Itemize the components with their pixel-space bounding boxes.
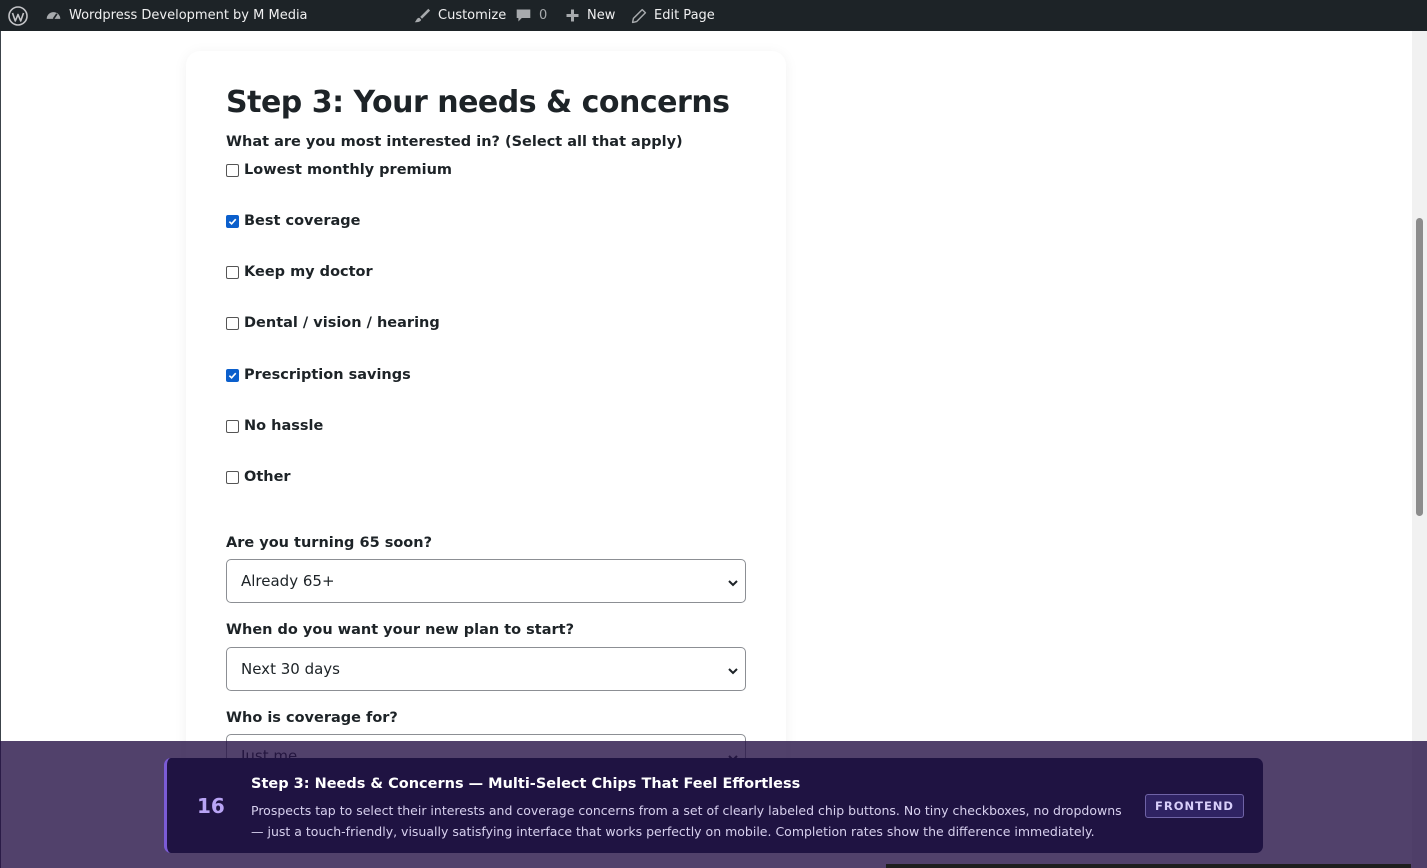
site-name-link[interactable] xyxy=(45,0,308,31)
edit-page-label: Edit Page xyxy=(654,8,715,23)
admin-bar xyxy=(0,0,1427,31)
customize-label: Customize xyxy=(438,8,507,23)
option-label: Prescription savings xyxy=(244,367,411,383)
checkbox[interactable] xyxy=(226,471,239,484)
coverage-for-label: Who is coverage for? xyxy=(226,710,398,726)
start-date-select[interactable] xyxy=(226,647,746,691)
option-label: Lowest monthly premium xyxy=(244,162,453,178)
step3-form-card xyxy=(186,51,786,811)
comment-bubble-icon xyxy=(515,7,532,24)
checkbox[interactable] xyxy=(226,420,239,433)
feature-number: 16 xyxy=(197,794,225,818)
feature-title: Step 3: Needs & Concerns — Multi-Select Chips That Feel Effortless xyxy=(251,776,801,792)
checkbox[interactable] xyxy=(226,164,239,177)
wordpress-logo-icon[interactable] xyxy=(8,0,28,31)
start-date-label: When do you want your new plan to start? xyxy=(226,622,574,638)
feature-description: Prospects tap to select their interests and coverage concerns from a set of clearly labeled chip buttons. No tiny checkboxes, no dropdowns — just a touch-friendly, visually satisfying interface that works perfectly on mobile. Completion rates show the difference immediately. xyxy=(251,803,1122,839)
turning65-select[interactable] xyxy=(226,559,746,603)
option-prescription-savings[interactable] xyxy=(226,367,411,383)
edit-page-link[interactable] xyxy=(631,0,715,31)
option-label: Other xyxy=(244,469,291,485)
plus-icon xyxy=(565,8,580,23)
option-dental-vision-hearing[interactable] xyxy=(226,315,440,331)
checkbox-checked[interactable] xyxy=(226,215,239,228)
turning65-value: Already 65+ xyxy=(241,572,335,590)
option-keep-doctor[interactable] xyxy=(226,264,373,280)
comments-count: 0 xyxy=(539,8,548,23)
feature-caption-banner xyxy=(164,758,1263,853)
option-other[interactable] xyxy=(226,469,291,485)
new-content-link[interactable] xyxy=(565,0,615,31)
chevron-down-icon xyxy=(727,575,739,593)
turning65-label: Are you turning 65 soon? xyxy=(226,535,433,551)
bottom-edge xyxy=(886,864,1411,868)
chevron-down-icon xyxy=(727,663,739,681)
option-label: Best coverage xyxy=(244,213,361,229)
paintbrush-icon xyxy=(413,7,431,25)
site-name-label: Wordpress Development by M Media xyxy=(69,8,308,23)
checkbox-checked[interactable] xyxy=(226,369,239,382)
option-label: Keep my doctor xyxy=(244,264,373,280)
comments-link[interactable] xyxy=(515,0,547,31)
new-label: New xyxy=(587,8,616,23)
option-lowest-premium[interactable] xyxy=(226,162,452,178)
step-title: Step 3: Your needs & concerns xyxy=(226,85,730,120)
start-date-value: Next 30 days xyxy=(241,660,340,678)
dashboard-icon xyxy=(45,7,62,24)
frontend-tag: FRONTEND xyxy=(1145,794,1244,818)
option-label: Dental / vision / hearing xyxy=(244,315,440,331)
customize-link[interactable] xyxy=(413,0,506,31)
scrollbar-thumb[interactable] xyxy=(1416,218,1423,516)
option-label: No hassle xyxy=(244,418,324,434)
interests-question: What are you most interested in? (Select all that apply) xyxy=(226,134,683,150)
pencil-icon xyxy=(631,8,647,24)
checkbox[interactable] xyxy=(226,266,239,279)
option-best-coverage[interactable] xyxy=(226,213,361,229)
option-no-hassle[interactable] xyxy=(226,418,323,434)
checkbox[interactable] xyxy=(226,317,239,330)
